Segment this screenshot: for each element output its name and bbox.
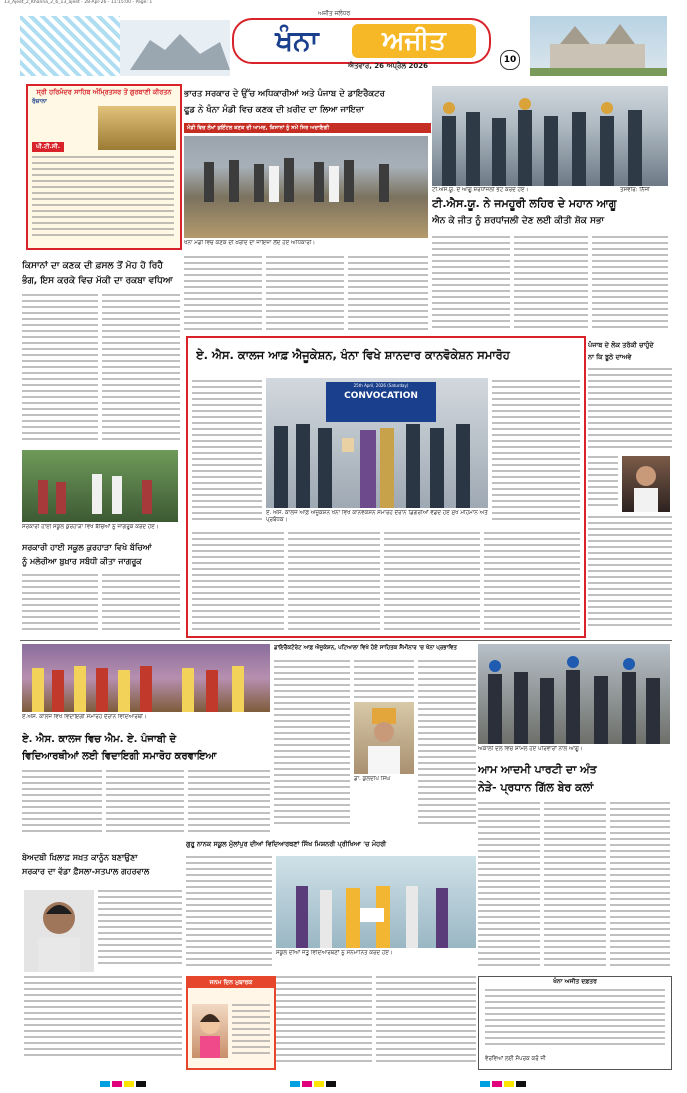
aap-body-1: [478, 802, 540, 970]
guru-nanak-body-2: [276, 976, 372, 1066]
literary-headline: ਡਾਇਰੈਕਟੋਰੇਟ ਆਫ਼ ਐਜੂਕੇਸ਼ਨ, ਪਟਿਆਲਾ ਵਿਖੇ ਹੋਏ ਸਾਹਿਤਕ ਸੈਮੀਨਾਰ 'ਚ ਖੰਨਾ ਪ੍ਰਭਾਵਿਤ: [274, 645, 457, 651]
birthday-body: [232, 1004, 270, 1058]
page-number: [500, 50, 520, 70]
convocation-body-left: [192, 380, 262, 528]
print-strip: [0, 0, 687, 8]
tsu-body-right: [592, 236, 668, 332]
convocation-photo-caption: ਏ. ਐਸ. ਕਾਲਜ ਆਫ਼ ਐਜੂਕੇਸ਼ਨ ਖੰਨਾ ਵਿਖੇ ਕਾਨਵੋਕੇਸ਼ਨ ਸਮਾਰੋਹ ਦੌਰਾਨ ਡਿਗਰੀਆਂ ਵੰਡਦੇ ਹੋਏ ਮੁੱਖ ਮਹਿਮਾਨ ਅਤੇ ਪ੍ਰਬੰਧਕ।: [266, 510, 488, 523]
officials-photo-caption: ਖੰਨਾ ਮੰਡੀ ਵਿਚ ਕਣਕ ਦੀ ਖ਼ਰੀਦ ਦਾ ਜਾਇਜ਼ਾ ਲੈਂਦੇ ਹੋਏ ਅਧਿਕਾਰੀ।: [184, 240, 316, 246]
aap-body-3: [610, 802, 670, 970]
section-divider: [20, 640, 672, 641]
convocation-body-right: [492, 380, 580, 528]
blasphemy-body-1: [98, 890, 182, 970]
convocation-photo: [266, 378, 488, 508]
convocation-box: [186, 336, 586, 638]
aap-headline-2: ਨੇੜੇ- ਪ੍ਰਧਾਨ ਗਿੱਲ ਬੇਰ ਕਲਾਂ: [478, 781, 594, 794]
literary-body-1: [274, 660, 350, 830]
aap-body-2: [544, 802, 606, 970]
literary-body-2: [354, 660, 414, 700]
school-photo-caption: ਸਰਕਾਰੀ ਹਾਈ ਸਕੂਲ ਕੁਰਹਾੜਾ ਵਿਖੇ ਬੱਚਿਆਂ ਨੂੰ ਜਾਗਰੂਕ ਕਰਦੇ ਹੋਏ।: [22, 524, 159, 530]
masthead-kicker: ਅਜੀਤ ਜਲੰਧਰ: [318, 10, 351, 17]
masthead-title-box: [232, 18, 491, 64]
farmers-headline-2: ਭੰਗ, ਇਸ ਕਰਕੇ ਵਿਚ ਮੱਕੀ ਦਾ ਰਕਬਾ ਵਧਿਆ: [22, 276, 173, 286]
ad-box: [26, 84, 182, 250]
tsu-photo-caption: ਟੀ.ਐਸ.ਯੂ. ਦੇ ਆਗੂ ਸ਼ਰਧਾਂਜਲੀ ਭੇਟ ਕਰਦੇ ਹੋਏ।: [432, 187, 529, 193]
officials-headline-1: ਭਾਰਤ ਸਰਕਾਰ ਦੇ ਉੱਚ ਅਧਿਕਾਰੀਆਂ ਅਤੇ ਪੰਜਾਬ ਦੇ ਡਾਇਰੈਕਟਰ: [184, 89, 385, 99]
tsu-body-left: [432, 236, 510, 332]
literary-portrait: [354, 702, 414, 774]
farewell-headline-1: ਏ. ਐਸ. ਕਾਲਜ ਵਿਚ ਐਮ. ਏ. ਪੰਜਾਬੀ ਦੇ: [22, 734, 177, 745]
punjab-body-1: [588, 368, 672, 454]
farmers-headline-1: ਕਿਸਾਨਾਂ ਦਾ ਕਣਕ ਦੀ ਫ਼ਸਲ ਤੋਂ ਮੋਹ ਹੋ ਰਿਹੈ: [22, 261, 163, 271]
birthday-photo: [192, 1004, 228, 1058]
officials-strap: ਮੰਡੀ ਵਿਚ ਲੱਖਾਂ ਕੁਇੰਟਲ ਕਣਕ ਦੀ ਆਮਦ, ਕਿਸਾਨਾਂ ਨੂੰ ਸਮੇਂ ਸਿਰ ਅਦਾਇਗੀ: [184, 123, 431, 133]
masthead: [20, 10, 667, 78]
tsu-headline-2: ਐਨ ਕੇ ਜੀਤ ਨੂੰ ਸ਼ਰਧਾਂਜਲੀ ਦੇਣ ਲਈ ਕੀਤੀ ਸ਼ੋਕ ਸਭਾ: [432, 216, 605, 226]
convocation-banner-text: CONVOCATION: [344, 391, 418, 401]
punjab-portrait: [622, 456, 670, 512]
guru-nanak-body-3: [376, 976, 476, 1066]
notice-title: ਖੰਨਾ ਅਜੀਤ ਦਫ਼ਤਰ: [553, 978, 597, 985]
punjab-headline-2: ਨਾ ਕਿ ਝੂਠੇ ਦਾਅਵੇ: [588, 353, 632, 361]
tsu-body-mid: [514, 236, 588, 332]
tsu-credit: ਤਸਵੀਰ: ਨਿੱਜੀ: [620, 187, 650, 193]
convocation-body-col-1: [192, 532, 284, 632]
punjab-body-2: [588, 456, 618, 512]
ad-body-lines: [32, 156, 174, 242]
blasphemy-headline-2: ਸਰਕਾਰ ਦਾ ਵੱਡਾ ਫ਼ੈਸਲਾ-ਸਤਪਾਲ ਗਹਰਵਾਲ: [22, 867, 150, 876]
school-photo: [22, 450, 178, 522]
guru-nanak-body-1: [186, 856, 272, 970]
khanda-icon: [120, 20, 230, 76]
guru-nanak-headline: ਗੁਰੂ ਨਾਨਕ ਸਕੂਲ ਮੁੱਲਾਂਪੁਰ ਦੀਆਂ ਵਿਦਿਆਰਥਣਾਂ ਸਿੱਖ ਮਿਸ਼ਨਰੀ ਪ੍ਰੀਖਿਆ 'ਚ ਮੋਹਰੀ: [186, 840, 387, 848]
notice-body: [485, 989, 665, 1051]
officials-body-3: [348, 256, 428, 332]
notice-contact: ਵੇਰਵਿਆਂ ਲਈ ਸੰਪਰਕ ਕਰੋ ਜੀ: [485, 1056, 546, 1062]
golden-temple-image: [98, 106, 176, 150]
color-registration-bar: [40, 1074, 640, 1084]
school-headline-2: ਨੂੰ ਮਲੇਰੀਆ ਬੁਖ਼ਾਰ ਸਬੰਧੀ ਕੀਤਾ ਜਾਗਰੂਕ: [22, 557, 142, 566]
aap-photo-caption: ਅਕਾਲੀ ਦਲ ਵਿਚ ਸ਼ਾਮਲ ਹੋਏ ਪਰਿਵਾਰਾਂ ਨਾਲ ਆਗੂ।: [478, 746, 583, 752]
page-number-value: 10: [503, 55, 517, 65]
officials-photo: [184, 136, 428, 238]
convocation-body-col-3: [384, 532, 480, 632]
farewell-photo: [22, 644, 270, 712]
masthead-pattern-left: [20, 16, 120, 76]
officials-body-2: [266, 256, 344, 332]
farewell-photo-caption: ਏ.ਐਸ. ਕਾਲਜ ਵਿਖੇ ਵਿਦਾਇਗੀ ਸਮਾਰੋਹ ਦੌਰਾਨ ਵਿਦਿਆਰਥੀ।: [22, 714, 147, 720]
literary-body-3: [418, 660, 476, 830]
school-body-left: [22, 574, 98, 634]
aap-headline-1: ਆਮ ਆਦਮੀ ਪਾਰਟੀ ਦਾ ਅੰਤ: [478, 763, 597, 776]
officials-headline-2: ਫੂਡ ਨੇ ਖੰਨਾ ਮੰਡੀ ਵਿਚ ਕਣਕ ਦੀ ਖ਼ਰੀਦ ਦਾ ਲਿਆ ਜਾਇਜ਼ਾ: [184, 105, 364, 115]
temple-icon: [530, 16, 667, 76]
blasphemy-body-2: [24, 976, 182, 1060]
convocation-body-col-2: [288, 532, 380, 632]
birthday-box: [186, 976, 276, 1070]
ad-subtitle: ਰੋਜ਼ਾਨਾ: [32, 98, 47, 105]
aap-photo: [478, 644, 670, 744]
punjab-body-3: [588, 516, 672, 634]
ad-label: ਪੀ.ਟੀ.ਸੀ.: [32, 142, 64, 152]
convocation-banner-date: 25th April, 2026 (Saturday): [353, 383, 409, 388]
farewell-body-2: [106, 770, 184, 836]
farmers-body-right: [102, 294, 180, 444]
farewell-headline-2: ਵਿਦਿਆਰਥੀਆਂ ਲਈ ਵਿਦਾਇਗੀ ਸਮਾਰੋਹ ਕਰਵਾਇਆ: [22, 751, 217, 762]
tsu-headline-1: ਟੀ.ਐਸ.ਯੂ. ਨੇ ਜਮਹੂਰੀ ਲਹਿਰ ਦੇ ਮਹਾਨ ਆਗੂ: [432, 197, 617, 210]
literary-portrait-caption: ਡਾ. ਕੁਲਦੀਪ ਸਿੰਘ: [354, 776, 391, 782]
farewell-body-3: [188, 770, 270, 836]
convocation-body-col-4: [484, 532, 580, 632]
birthday-title: ਜਨਮ ਦਿਨ ਮੁਬਾਰਕ: [188, 978, 274, 988]
print-strip-text: 13_Ajeet_2_Khanna_2_6_13_ajeet - 28-Apr-26 - 11:15:00 - Page: 1: [4, 0, 153, 5]
punjab-headline-1: ਪੰਜਾਬ ਦੇ ਲੋਕ ਤਰੱਕੀ ਚਾਹੁੰਦੇ: [588, 341, 654, 349]
farewell-body-1: [22, 770, 102, 836]
blasphemy-headline-1: ਬੇਅਦਬੀ ਖ਼ਿਲਾਫ਼ ਸਖ਼ਤ ਕਾਨੂੰਨ ਬਣਾਉਣਾ: [22, 853, 138, 862]
masthead-date: ਐਤਵਾਰ, 26 ਅਪ੍ਰੈਲ 2026: [348, 62, 429, 70]
officials-body-1: [184, 256, 262, 332]
farmers-body-left: [22, 294, 98, 444]
masthead-pattern-right: [530, 16, 667, 76]
school-body-right: [102, 574, 180, 634]
notice-box: [478, 976, 672, 1070]
convocation-headline: ਏ. ਐਸ. ਕਾਲਜ ਆਫ਼ ਐਜੂਕੇਸ਼ਨ, ਖੰਨਾ ਵਿਖੇ ਸ਼ਾਨਦਾਰ ਕਾਨਵੋਕੇਸ਼ਨ ਸਮਾਰੋਹ: [196, 348, 510, 362]
guru-nanak-photo: [276, 856, 476, 948]
masthead-title-left: ਖੰਨਾ: [275, 24, 319, 57]
masthead-title-right: ਅਜੀਤ: [352, 24, 476, 58]
ad-title: ਸ੍ਰੀ ਹਰਿਮੰਦਰ ਸਾਹਿਬ ਅੰਮ੍ਰਿਤਸਰ ਤੋਂ ਗੁਰਬਾਣੀ ਕੀਰਤਨ: [36, 88, 172, 96]
school-headline-1: ਸਰਕਾਰੀ ਹਾਈ ਸਕੂਲ ਕੁਰਹਾੜਾ ਵਿਖੇ ਬੱਚਿਆਂ: [22, 543, 152, 552]
guru-nanak-photo-caption: ਸਕੂਲ ਦੀਆਂ ਜੇਤੂ ਵਿਦਿਆਰਥਣਾਂ ਨੂੰ ਸਨਮਾਨਿਤ ਕਰਦੇ ਹੋਏ।: [276, 950, 393, 956]
tsu-photo: [432, 86, 668, 186]
blasphemy-portrait: [24, 890, 94, 972]
